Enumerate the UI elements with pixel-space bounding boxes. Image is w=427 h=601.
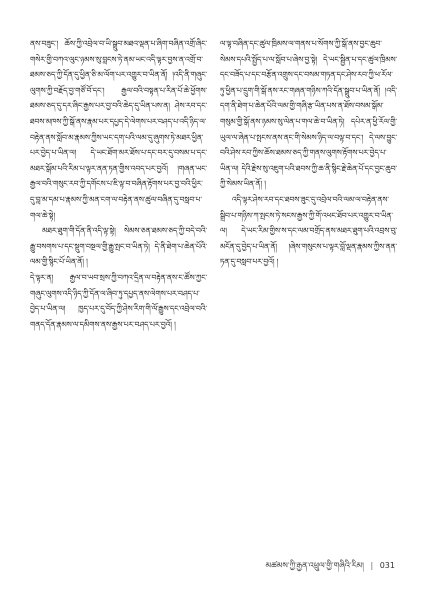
running-title: མཚམས་ཀྱི་རྒྱན་འཕྲུལ་གྱི་གཞིའི་རིམ། [265,561,364,570]
paragraph: ལ་ལྟ་བཞིན་དང་ཚུལ་ཁྲིམས་ལ་གནས་པ་སོགས་ཀྱི་སྒོ་ནས་བྱང་ཆུབ་སེམས་དཔའི་སྤྱོད་པ་ལ་སློབ་པ་ཞེས་བྱ་སྟེ། དེ་ཡང་སྦྱིན་པ་དང་ཚུལ་ཁྲིམས་དང་བཟོད་པ་དང་བརྩོན་འགྲུས་དང་བསམ་གཏན་དང་ཤེས་རབ་ཀྱི་ཕ་རོལ་ཏུ་ཕྱིན་པ་དྲུག་གི་སྒོ་ནས་རང་གཞན་གཉིས་ཀའི་དོན་སྒྲུབ་པ་ཡིན་ནོ། །འདི་དག་ནི་ཐེག་པ་ཆེན་པོའི་ལམ་གྱི་གཞི་རྩ་ཡིན་པས་ན་ཐོས་བསམ་སྒོམ་གསུམ་གྱི་སྒོ་ནས་ཉམས་སུ་ལེན་པ་གལ་ཆེ་བ་ཡིན་ཏེ། དཔེར་ན་ཕྱི་རོལ་གྱི་ཡུལ་ལ་ཞེན་པ་སྤངས་ནས་ནང་གི་སེམས་ཉིད་ལ་བལྟ་བ་དང་། དེ་ལས་བྱུང་བའི་ཤེས་རབ་ཀྱིས་ཆོས་ཐམས་ཅད་ཀྱི་གནས་ལུགས་རྟོགས་པར་བྱེད་པ་ཡིན་ལ། དེའི་རྗེས་སུ་འཇུག་པའི་ཐབས་ཀྱི་ཆ་ནི་སྙིང་རྗེ་ཆེན་པོ་དང་བྱང་ཆུབ་ཀྱི་སེམས་ཡིན་ནོ། ། [220,39,397,189]
right-text-column [220,36,397,270]
left-text-column [30,36,207,332]
paragraph: མཐར་ཐུག་གི་དོན་ནི་འདི་ལྟ་སྟེ། སེམས་ཅན་ཐམས་ཅད་ཀྱི་བདེ་བའི་རྒྱུ་བསགས་པ་དང་སྡུག་བསྔལ་གྱི་རྒྱུ་སྤང་བ་ཡིན་ཏེ། དེ་ནི་ཐེག་པ་ཆེན་པོའི་ལམ་གྱི་སྙིང་པོ་ཡིན་ནོ། ། [30,226,207,267]
footer-separator: | [370,561,374,570]
paragraph: འདི་ལྟར་ཤེས་རབ་དང་ཐབས་ཟུང་དུ་འབྲེལ་བའི་ལམ་ལ་བརྟེན་ནས་སྒྲིབ་པ་གཉིས་ཀ་སྤངས་ཏེ་སངས་རྒྱས་ཀྱི་གོ་འཕང་ཐོབ་པར་འགྱུར་བ་ཡིན་ལ། དེ་ཡང་རིམ་གྱིས་ས་དང་ལམ་བགྲོད་ནས་མཐར་ཐུག་པའི་འབྲས་བུ་མངོན་དུ་བྱེད་པ་ཡིན་ནོ། །ཞེས་གསུངས་པ་ལྟར་བློ་ལྡན་རྣམས་ཀྱིས་ནན་ཏན་དུ་བསླབ་པར་བྱའོ། ། [220,194,397,267]
paragraph: ནས་བཟུང་། ཆོས་ཀྱི་འབྲེལ་བ་ཡི་སྒྲུབ་མཐའ་ལྡན་པ་ཞིག་བཞིན་འགྲོ་ཞིང་གསེར་གྱི་བཀའ་ལུང་ཉམས་སུ་བླངས་ཏེ་ནམ་ཡང་འདི་ལྟར་བྱས་ན་འགྲོ་བ་ཐམས་ཅད་ཀྱི་དོན་དུ་ཕྱིན་ཅི་མ་ལོག་པར་འགྱུར་བ་ཡིན་ནོ། །འདི་ནི་གཞུང་ལུགས་ཀྱི་བརྗོད་བྱ་གཙོ་བོ་དང་། རྒྱལ་བའི་བསྟན་པ་རིན་པོ་ཆེ་ཕྱོགས་ཐམས་ཅད་དུ་དར་ཞིང་རྒྱས་པར་བྱ་བའི་ཆེད་དུ་ཡིན་པས་ན། ཤེས་རབ་དང་ཐབས་མཁས་ཀྱི་སྒོ་ནས་རྣམ་པར་དཔྱད་དེ་ལེགས་པར་བཤད་པ་འདི་ཉིད་ལ་བརྟེན་ནས་སློབ་མ་རྣམས་ཀྱིས་ཡང་དག་པའི་ལམ་དུ་ཞུགས་ཏེ་མཐར་ཕྱིན་པར་བྱེད་པ་ཡིན་ལ། དེ་ཡང་ཐོག་མར་ཐོས་པ་དང་བར་དུ་བསམ་པ་དང་མཐར་སྒོམ་པའི་རིམ་པ་ལྟར་ནན་ཏན་གྱིས་འབད་པར་བྱའོ། །གཞན་ཡང་རྒྱལ་བའི་གསུང་རབ་ཀྱི་དགོངས་པ་ཇི་ལྟ་བ་བཞིན་རྟོགས་པར་བྱ་བའི་ཕྱིར་དུ་བླ་མ་དམ་པ་རྣམས་ཀྱི་མན་ངག་ལ་བརྟེན་ནས་ཚུལ་བཞིན་དུ་བསླབ་པ་གལ་ཆེ་སྟེ། [30,39,207,220]
page-footer [265,556,395,579]
page-number: 031 [379,561,395,570]
paragraph: དེ་ལྟར་ན། རྒྱལ་བ་ཡབ་སྲས་ཀྱི་བཀའ་དྲིན་ལ་བརྟེན་ནས་ང་ཚོས་ཀྱང་གཞུང་ལུགས་འདི་ཉིད་ཀྱི་དོན་ལ་ཞིབ་ཏུ་དཔྱད་ནས་ལེགས་པར་བཤད་པ་བྱེད་པ་ཡིན་ལ། ཁྱད་པར་དུ་བོད་ཀྱི་ཤེས་རིག་གི་ལོ་རྒྱུས་དང་འབྲེལ་བའི་གནད་དོན་རྣམས་ལ་དམིགས་ནས་རྒྱས་པར་བཤད་པར་བྱའོ། ། [30,272,207,329]
